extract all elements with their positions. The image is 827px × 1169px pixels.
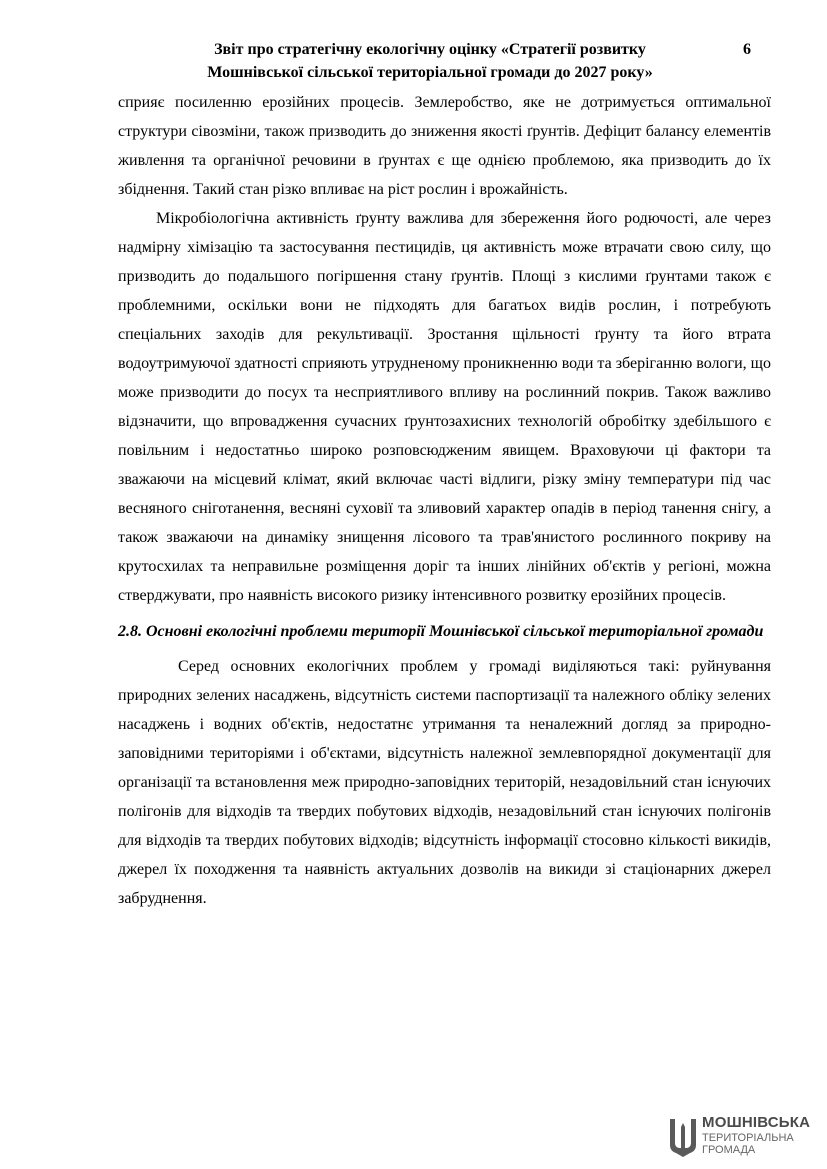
logo-subtitle-2: ГРОМАДА <box>702 1144 756 1156</box>
header-title-line1: Звіт про стратегічну екологічну оцінку «Стратегії розвитку <box>214 41 646 58</box>
document-body <box>118 88 771 913</box>
section-heading: 2.8. Основні екологічні проблеми території Мошнівської сільської територіальної громади <box>118 623 764 640</box>
page-header <box>140 38 720 84</box>
logo-title: МОШНІВСЬКА <box>702 1114 811 1131</box>
page-number: 6 <box>743 41 751 58</box>
paragraph-microbiology: Мікробіологічна активність ґрунту важлива для збереження його родючості, але через надмірну хімізацію та застосування пестицидів, ця активність може втрачати свою силу, що призводить до подальшого погіршення стану ґрунтів. Площі з кислими ґрунтами також є проблемними, оскільки вони не підходять для багатьох видів рослин, і потребують спеціальних заходів для рекультивації. Зростання щільності ґрунту та його втрата водоутримуючої здатності сприяють утрудненому проникненню води та зберіганню вологи, що може призводити до посух та несприятливого впливу на рослинний покрив. Також важливо відзначити, що впровадження сучасних ґрунтозахисних технологій обробітку здебільшого є повільним і недостатньо широко розповсюдженим явищем. Враховуючи ці фактори та зважаючи на місцевий клімат, який включає часті відлиги, різку зміну температури під час весняного сніготанення, весняні суховії та зливовий характер опадів в період танення снігу, а також зважаючи на динаміку знищення лісового та трав'янистого рослинного покриву на крутосхилах та неправильне розміщення доріг та інших лінійних об'єктів у регіоні, можна стверджувати, про наявність високого ризику інтенсивного розвитку ерозійних процесів. <box>118 210 771 604</box>
header-title-line2: Мошнівської сільської територіальної громади до 2027 року» <box>207 64 653 81</box>
paragraph-ecological-problems: Серед основних екологічних проблем у громаді виділяються такі: руйнування природних зелених насаджень, відсутність системи паспортизації та належного обліку зелених насаджень і водних об'єктів, недостатнє утримання та неналежний догляд за природно-заповідними територіями і об'єктами, відсутність належної землевпорядної документації для організації та встановлення меж природно-заповідних територій, незадовільний стан існуючих полігонів для відходів та твердих побутових відходів, незадовільний стан існуючих полігонів для відходів та твердих побутових відходів; відсутність інформації стосовно кількості викидів, джерел їх походження та наявність актуальних дозволів на викиди зі стаціонарних джерел забруднення. <box>118 658 771 907</box>
trident-icon <box>668 1117 698 1159</box>
logo-subtitle-1: ТЕРИТОРІАЛЬНА <box>702 1132 794 1144</box>
paragraph-continuation: сприяє посиленню ерозійних процесів. Землеробство, яке не дотримується оптимальної структури сівозміни, також призводить до зниження якості ґрунтів. Дефіцит балансу елементів живлення та органічної речовини в ґрунтах є ще однією проблемою, яка призводить до їх збіднення. Такий стан різко впливає на ріст рослин і врожайність. <box>118 94 771 198</box>
community-logo <box>668 1114 811 1161</box>
